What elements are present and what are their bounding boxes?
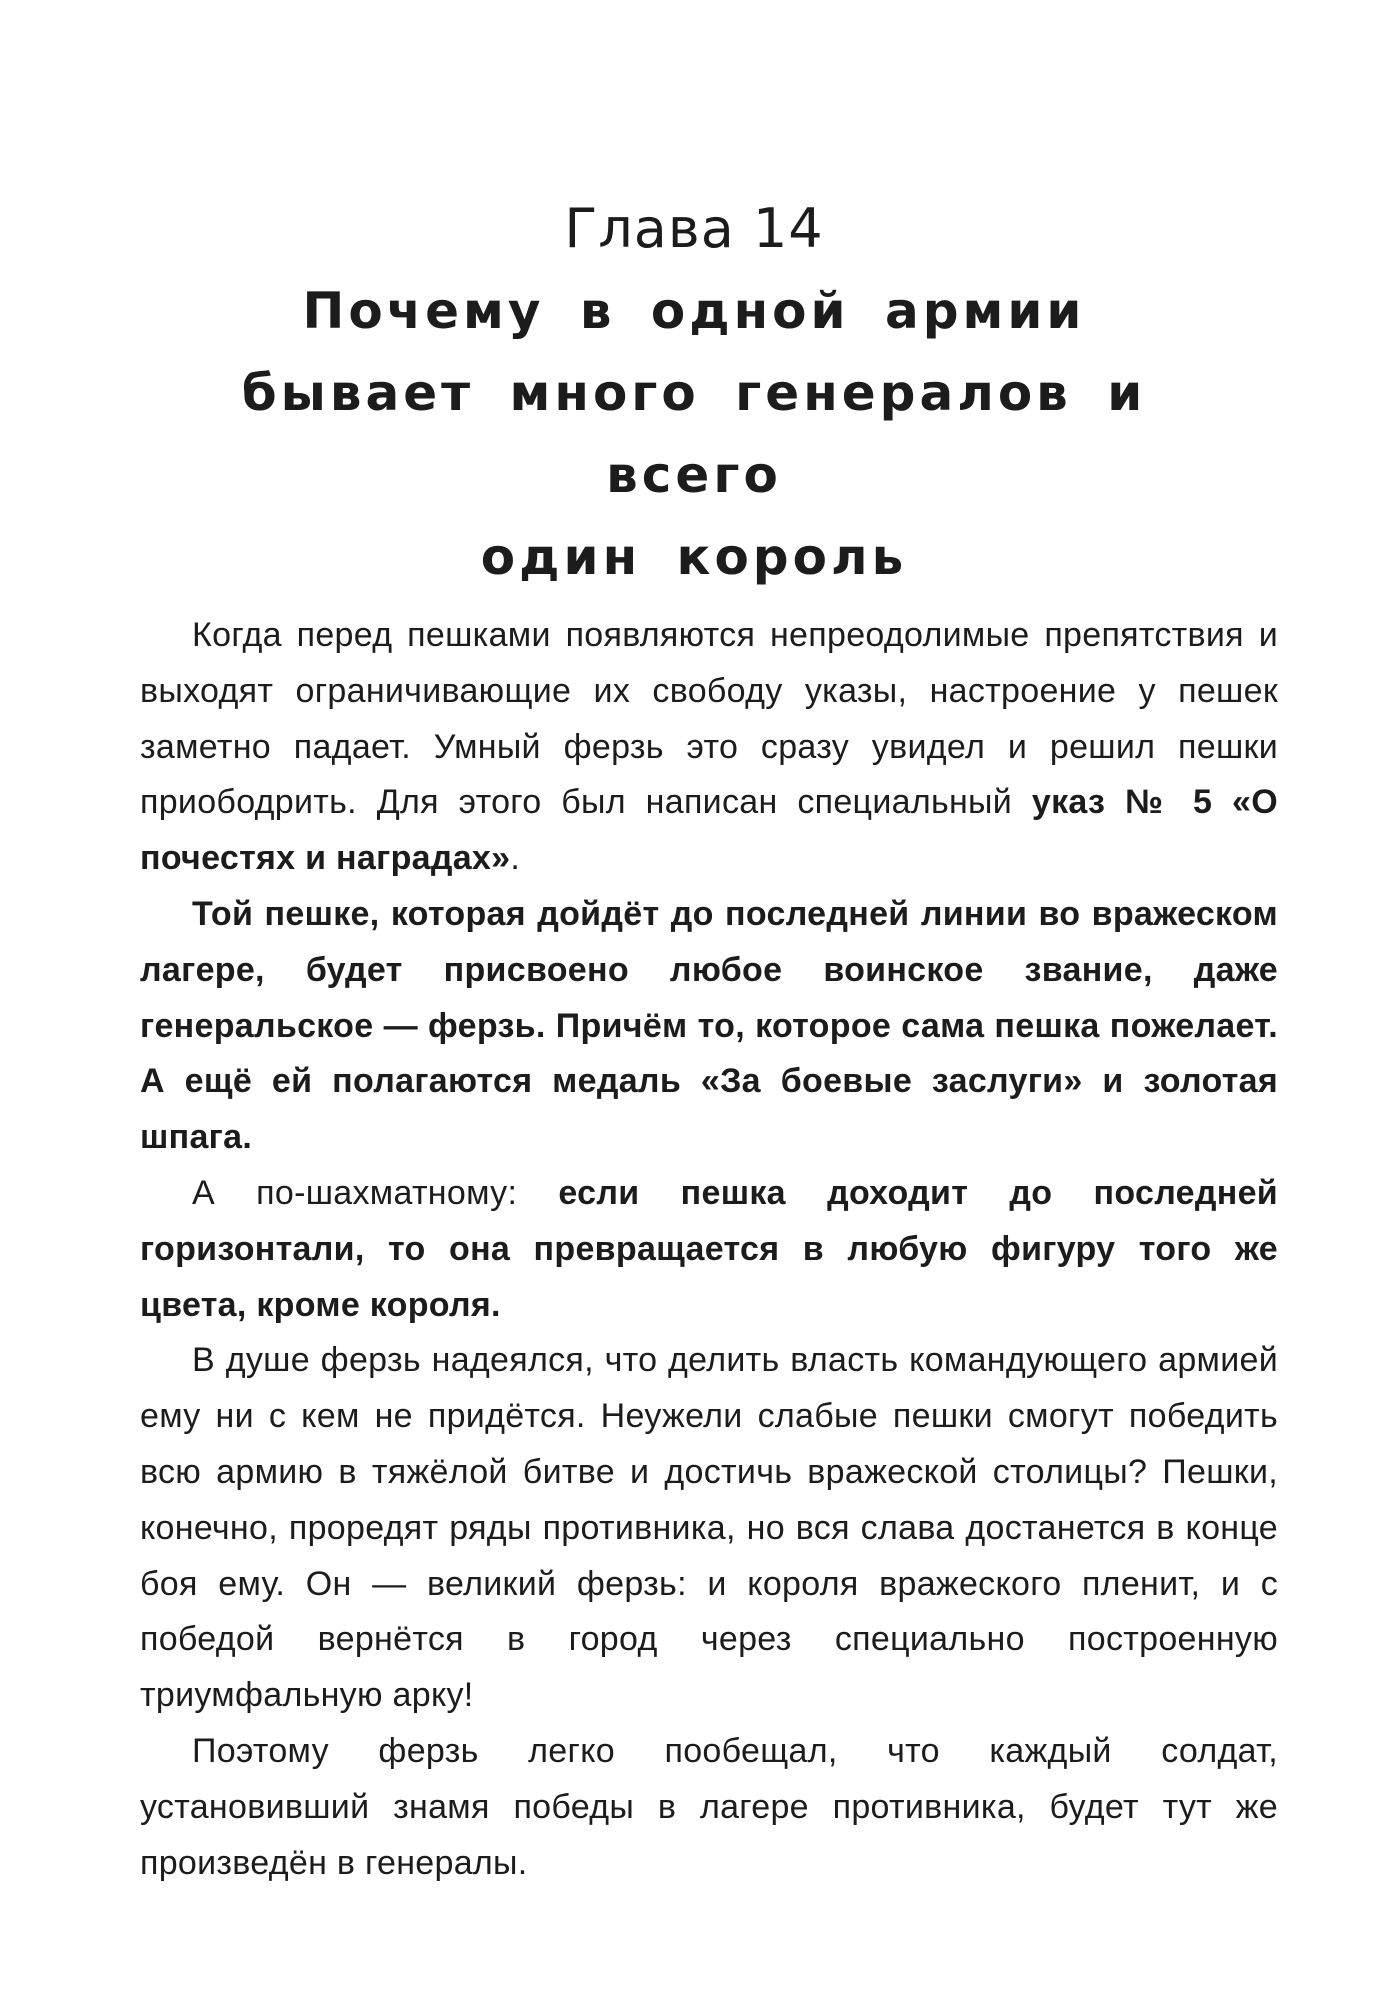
chapter-body [140, 608, 1278, 1891]
chapter-title-line: Почему в одной армии [302, 282, 1086, 340]
paragraph [140, 608, 1278, 887]
paragraph: Поэтому ферзь легко пообещал, что каждый солдат, установивший знамя победы в лагере противника, будет тут же произведён в генералы. [140, 1731, 1278, 1882]
paragraph-text: Когда перед пешками появляются непреодолимые препятствия и выходят ограничивающие их свободу указы, настроение у пешек заметно падает. Умный ферзь это сразу увидел и решил пешки приободрить. Для этого был написан специальный [140, 616, 1278, 822]
chapter-title [140, 270, 1248, 598]
decree-title: указ № 5 «О почестях и наградах» [140, 783, 1278, 878]
paragraph: В душе ферзь надеялся, что делить власть командующего армией ему ни с кем не придётся. Неужели слабые пешки смогут победить всю армию в тяжёлой битве и достичь вражеской столицы? Пешки, конечно, проредят ряды противника, но вся слава достанется в конце боя ему. Он — великий ферзь: и короля вражеского пленит, и с победой вернётся в город через специально построенную триумфальную арку! [140, 1341, 1278, 1715]
paragraph-text: А по-шахматному: [192, 1173, 559, 1212]
chapter-heading [140, 194, 1248, 598]
chess-rule: если пешка доходит до последней горизонтали, то она превращается в любую фигуру того же цвета, кроме короля. [140, 1173, 1278, 1324]
paragraph [140, 1166, 1278, 1333]
decree-text: Той пешке, которая дойдёт до последней линии во вражеском лагере, будет присвоено любое воинское звание, даже генеральское — ферзь. Причём то, которое сама пешка пожелает. А ещё ей полагаются медаль «За боевые заслуги» и золотая шпага. [140, 894, 1278, 1157]
chapter-number: Глава 14 [564, 197, 824, 260]
chapter-title-line: бывает много генералов и всего [241, 364, 1147, 504]
paragraph-text: . [510, 839, 521, 878]
chapter-title-line: один король [480, 528, 908, 586]
paragraph [140, 887, 1278, 1166]
